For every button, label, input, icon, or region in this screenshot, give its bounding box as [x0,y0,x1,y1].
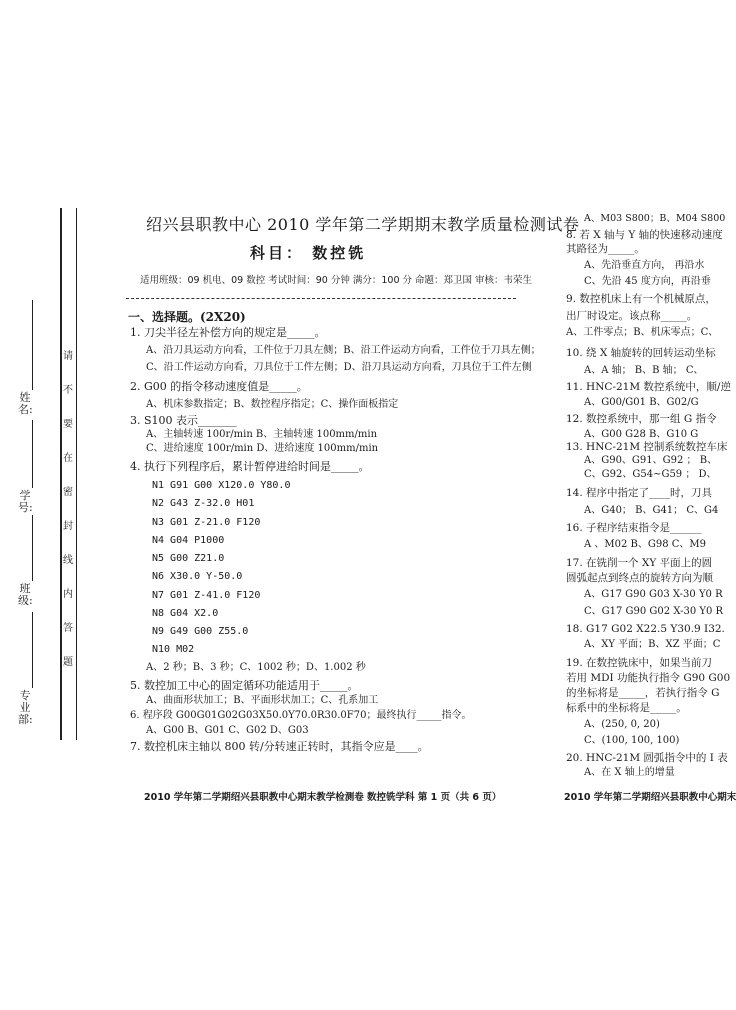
right-line: A、工件零点；B、机床零点；C、 [566,327,719,338]
question-3-option: C、进给速度 100r/min D、进给速度 100mm/min [146,443,379,454]
name-line[interactable] [32,300,33,390]
class-line[interactable] [32,515,33,581]
right-line: C、G17 G90 G02 X-30 Y0 R [584,606,724,617]
code-line: N4 G04 P1000 [152,535,225,546]
right-line: A、G90、G91、G92 ； B、 [584,455,718,466]
right-line: 若用 MDI 功能执行指令 G90 G00 [566,672,731,684]
right-line: A、A 轴； B、B 轴； C、 [584,365,704,376]
exam-info: 适用班级：09 机电、09 数控 考试时间：90 分钟 满分：100 分 命题：郑卫国 审核：韦荣生 [140,275,533,286]
header-divider [126,298,516,299]
major-label: 专业部: [18,689,33,726]
class-label: 班级: [18,582,33,607]
code-line: N8 G04 X2.0 [152,608,219,619]
question-5: 5. 数控加工中心的固定循环功能适用于_____。 [130,679,359,692]
right-line: 16. 子程序结束指令是______ [566,522,702,534]
code-line: N9 G49 G00 Z55.0 [152,626,249,637]
right-line: 的坐标将是_____，若执行指令 G [566,687,720,699]
right-line: A、G00/G01 B、G02/G [584,397,699,408]
name-label: 姓名: [18,391,33,416]
question-7: 7. 数控机床主轴以 800 转/分转速正转时，其指令应是____。 [130,740,429,753]
right-line: 10. 绕 X 轴旋转的回转运动坐标 [566,347,716,359]
next-page-column [566,208,731,768]
question-4: 4. 执行下列程序后，累计暂停进给时间是_____。 [130,460,370,473]
question-3: 3. S100 表示_______ [130,414,237,427]
question-2-option: A、机床参数指定；B、数控程序指定；C、操作面板指定 [146,399,399,410]
code-line: N7 G01 Z-41.0 F120 [152,590,261,601]
code-line: N3 G01 Z-21.0 F120 [152,517,261,528]
right-line: A、(250, 0, 20) [584,719,660,730]
footer-left: 2010 学年第二学期绍兴县职教中心期末教学检测卷 数控铣学科 第 1 页（共 6 页） [144,792,502,803]
right-line: 出厂时设定。该点称_____。 [566,310,698,322]
question-6-option: A、G00 B、G01 C、G02 D、G03 [146,725,309,736]
question-1-option: C、沿工件运动方向看，刀具位于工件左侧；D、沿刀具运动方向看，刀具位于工件左侧 [146,362,532,373]
right-line: 13. HNC-21M 控制系统数控车床 [566,441,728,453]
right-line: C、(100, 100, 100) [584,735,680,746]
right-line: C、G92、G54~G59 ； D、 [584,469,717,480]
question-1: 1. 刀尖半径左补偿方向的规定是_____。 [130,326,326,339]
right-line: 其路径为_____。 [566,243,645,255]
right-line: 17. 在铣削一个 XY 平面上的圆 [566,557,713,569]
seal-warning: 请 不 要 在 密 封 线 内 答 题 [63,351,73,668]
code-line: N1 G91 G00 X120.0 Y80.0 [152,480,291,491]
section-title: 一、选择题。(2X20) [128,310,246,324]
right-line: A、在 X 轴上的增量 [584,767,675,778]
question-6: 6. 程序段 G00G01G02G03X50.0Y70.0R30.0F70；最终执行_____指令。 [130,710,472,721]
footer-right: 2010 学年第二学期绍兴县职教中心期末 [564,792,736,803]
right-line: A、XY 平面；B、XZ 平面；C [584,639,721,650]
right-line: 8. 若 X 轴与 Y 轴的快速移动速度 [566,229,723,241]
right-line: A、M03 S800；B、M04 S800 [584,213,726,224]
right-line: 11. HNC-21M 数控系统中，顺/逆 [566,381,731,393]
student-id-line[interactable] [32,420,33,488]
right-line: 9. 数控机床上有一个机械原点， [566,293,716,305]
right-line: A、先沿垂直方向， 再沿水 [584,260,705,271]
code-line: N2 G43 Z-32.0 H01 [152,498,255,509]
right-line: 20. HNC-21M 圆弧指令中的 I 表 [566,752,728,764]
question-2: 2. G00 的指令移动速度值是_____。 [130,380,308,393]
binding-line-inner [76,208,77,740]
question-4-option: A、2 秒；B、3 秒；C、1002 秒；D、1.002 秒 [146,662,366,673]
right-line: 14. 程序中指定了____时，刀具 [566,487,713,499]
right-line: 19. 在数控铣床中，如果当前刀 [566,657,713,669]
exam-title: 绍兴县职教中心 2010 学年第二学期期末教学质量检测试卷 [146,215,580,234]
right-line: A 、M02 B、G98 C、M9 [584,539,707,550]
code-line: N5 G00 Z21.0 [152,553,225,564]
right-line: 标系中的坐标将是_____。 [566,702,687,714]
code-line: N10 M02 [152,644,195,655]
question-1-option: A、沿刀具运动方向看，工件位于刀具左侧；B、沿工件运动方向看，工件位于刀具左侧； [146,345,541,356]
right-line: A、G40； B、G41； C、G4 [584,505,719,516]
code-line: N6 X30.0 Y-50.0 [152,571,243,582]
right-line: A、G17 G90 G03 X-30 Y0 R [584,589,723,600]
right-line: 18. G17 G02 X22.5 Y30.9 I32. [566,623,725,635]
right-line: C、先沿 45 度方向，再沿垂 [584,276,711,287]
major-line[interactable] [32,612,33,688]
exam-subject: 科目： 数控铣 [250,244,367,262]
right-line: A、G00 G28 B、G10 G [584,429,699,440]
question-3-option: A、主轴转速 100r/min B、主轴转速 100mm/min [146,429,378,440]
right-line: 圆弧起点到终点的旋转方向为顺 [566,572,713,584]
right-line: 12. 数控系统中，那一组 G 指令 [566,413,717,425]
student-id-label: 学号: [18,489,33,514]
question-5-option: A、曲面形状加工；B、平面形状加工；C、孔系加工 [146,695,379,706]
